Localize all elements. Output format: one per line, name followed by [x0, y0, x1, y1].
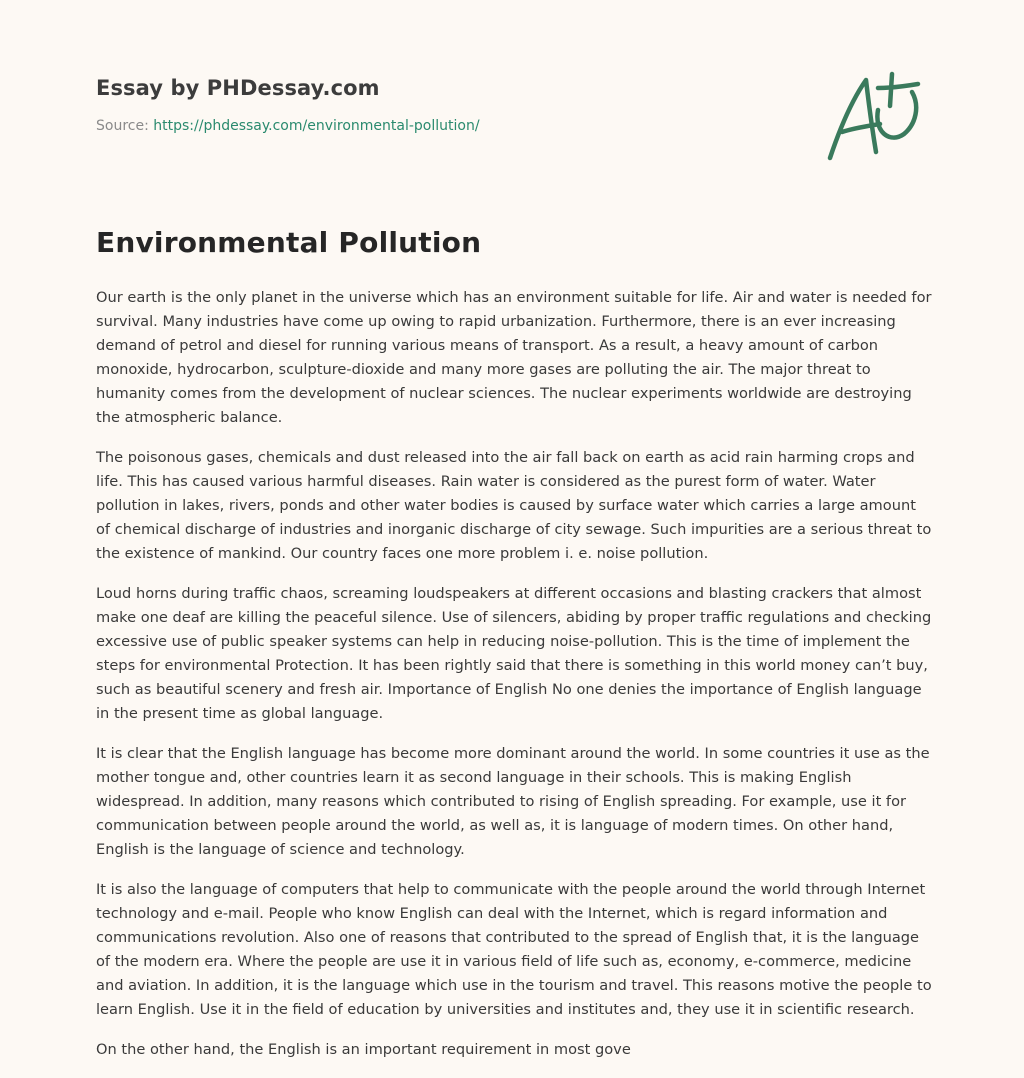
article-body [96, 286, 932, 1078]
paragraph: Loud horns during traffic chaos, screaming loudspeakers at different occasions and blasting crackers that almost make one deaf are killing the peaceful silence. Use of silencers, abiding by proper traffic regulations and checking excessive use of public speaker systems can help in reducing noise-pollution. This is the time of implement the steps for environmental Protection. It has been rightly said that there is something in this world money can’t buy, such as beautiful scenery and fresh air. Importance of English No one denies the importance of English language in the present time as global language. [96, 585, 932, 722]
essay-header [96, 76, 796, 134]
source-line [96, 118, 796, 134]
a-plus-logo-icon [822, 66, 928, 166]
source-link[interactable]: https://phdessay.com/environmental-pollution/ [153, 118, 480, 134]
paragraph: On the other hand, the English is an important requirement in most gove [96, 1041, 631, 1058]
article-title: Environmental Pollution [96, 226, 482, 259]
paragraph: The poisonous gases, chemicals and dust released into the air fall back on earth as acid rain harming crops and life. This has caused various harmful diseases. Rain water is considered as the purest form of water. Water pollution in lakes, rivers, ponds and other water bodies is caused by surface water which carries a large amount of chemical discharge of industries and inorganic discharge of city sewage. Such impurities are a serious threat to the existence of mankind. Our country faces one more problem i. e. noise pollution. [96, 449, 932, 562]
paragraph: It is also the language of computers that help to communicate with the people around the world through Internet technology and e-mail. People who know English can deal with the Internet, which is regard information and communications revolution. Also one of reasons that contributed to the spread of English that, it is the language of the modern era. Where the people are use it in various field of life such as, economy, e-commerce, medicine and aviation. In addition, it is the language which use in the tourism and travel. This reasons motive the people to learn English. Use it in the field of education by universities and institutes and, they use it in scientific research. [96, 881, 932, 1018]
paragraph: It is clear that the English language has become more dominant around the world. In some countries it use as the mother tongue and, other countries learn it as second language in their schools. This is making English widespread. In addition, many reasons which contributed to rising of English spreading. For example, use it for communication between people around the world, as well as, it is language of modern times. On other hand, English is the language of science and technology. [96, 745, 930, 858]
site-title: Essay by PHDessay.com [96, 76, 380, 100]
source-label: Source: [96, 118, 149, 134]
paragraph: Our earth is the only planet in the universe which has an environment suitable for life. Air and water is needed for survival. Many industries have come up owing to rapid urbanization. Furthermore, there is an ever increasing demand of petrol and diesel for running various means of transport. As a result, a heavy amount of carbon monoxide, hydrocarbon, sculpture-dioxide and many more gases are polluting the air. The major threat to humanity comes from the development of nuclear sciences. The nuclear experiments worldwide are destroying the atmospheric balance. [96, 289, 932, 426]
